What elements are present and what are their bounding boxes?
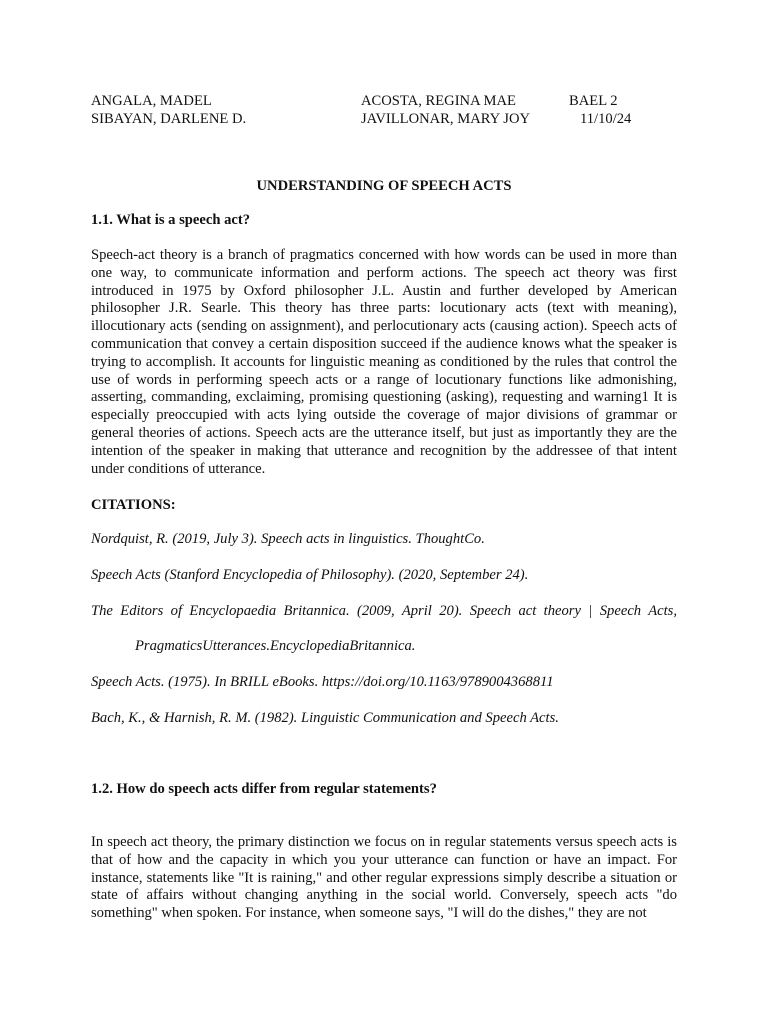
section-heading: 1.1. What is a speech act?	[91, 212, 251, 228]
citation-item: Bach, K., & Harnish, R. M. (1982). Linguistic Communication and Speech Acts.	[91, 710, 559, 726]
citation-item: Nordquist, R. (2019, July 3). Speech acts in linguistics. ThoughtCo.	[91, 531, 485, 547]
author-name: ACOSTA, REGINA MAE	[361, 93, 516, 109]
author-name: JAVILLONAR, MARY JOY	[361, 111, 531, 127]
citation-item: Speech Acts. (1975). In BRILL eBooks. https://doi.org/10.1163/9789004368811	[91, 674, 554, 690]
section-paragraph: In speech act theory, the primary distinction we focus on in regular statements versus speech acts is that of how and the capacity in which you your utterance can function or have an impact. For instance, statements like "It is raining," and other regular expressions simply describe a situation or state of affairs without changing anything in the social world. Conversely, speech acts "do something" when spoken. For instance, when someone says, "I will do the dishes," they are not	[91, 834, 677, 922]
author-name: ANGALA, MADEL	[91, 93, 212, 109]
citation-item-continuation: PragmaticsUtterances.EncyclopediaBritannica.	[135, 638, 416, 654]
section-heading: 1.2. How do speech acts differ from regular statements?	[91, 781, 437, 797]
section-paragraph: Speech-act theory is a branch of pragmatics concerned with how words can be used in more than one way, to communicate information and perform actions. The speech act theory was first introduced in 1975 by Oxford philosopher J.L. Austin and further developed by American philosopher J.R. Searle. This theory has three parts: locutionary acts (text with meaning), illocutionary acts (sending on assignment), and perlocutionary acts (causing action). Speech acts of communication that convey a certain disposition succeed if the audience knows what the speaker is trying to accomplish. It accounts for linguistic meaning as conditioned by the rules that control the use of words in performing speech acts or a range of locutionary functions like admonishing, asserting, commanding, exclaiming, promising questioning (asking), requesting and warning1 It is especially preoccupied with acts lying outside the coverage of major divisions of grammar or general theories of actions. Speech acts are the utterance itself, but just as importantly they are the intention of the speaker in making that utterance and recognition by the addressee of that intent under conditions of utterance.	[91, 247, 677, 477]
course-code: BAEL 2	[569, 93, 618, 109]
citations-heading: CITATIONS:	[91, 497, 176, 513]
document-title: UNDERSTANDING OF SPEECH ACTS	[256, 178, 512, 194]
document-date: 11/10/24	[580, 111, 632, 127]
citation-item: The Editors of Encyclopaedia Britannica. (2009, April 20). Speech act theory | Speech Acts,	[91, 603, 677, 619]
citation-item: Speech Acts (Stanford Encyclopedia of Philosophy). (2020, September 24).	[91, 567, 529, 583]
author-name: SIBAYAN, DARLENE D.	[91, 111, 247, 127]
